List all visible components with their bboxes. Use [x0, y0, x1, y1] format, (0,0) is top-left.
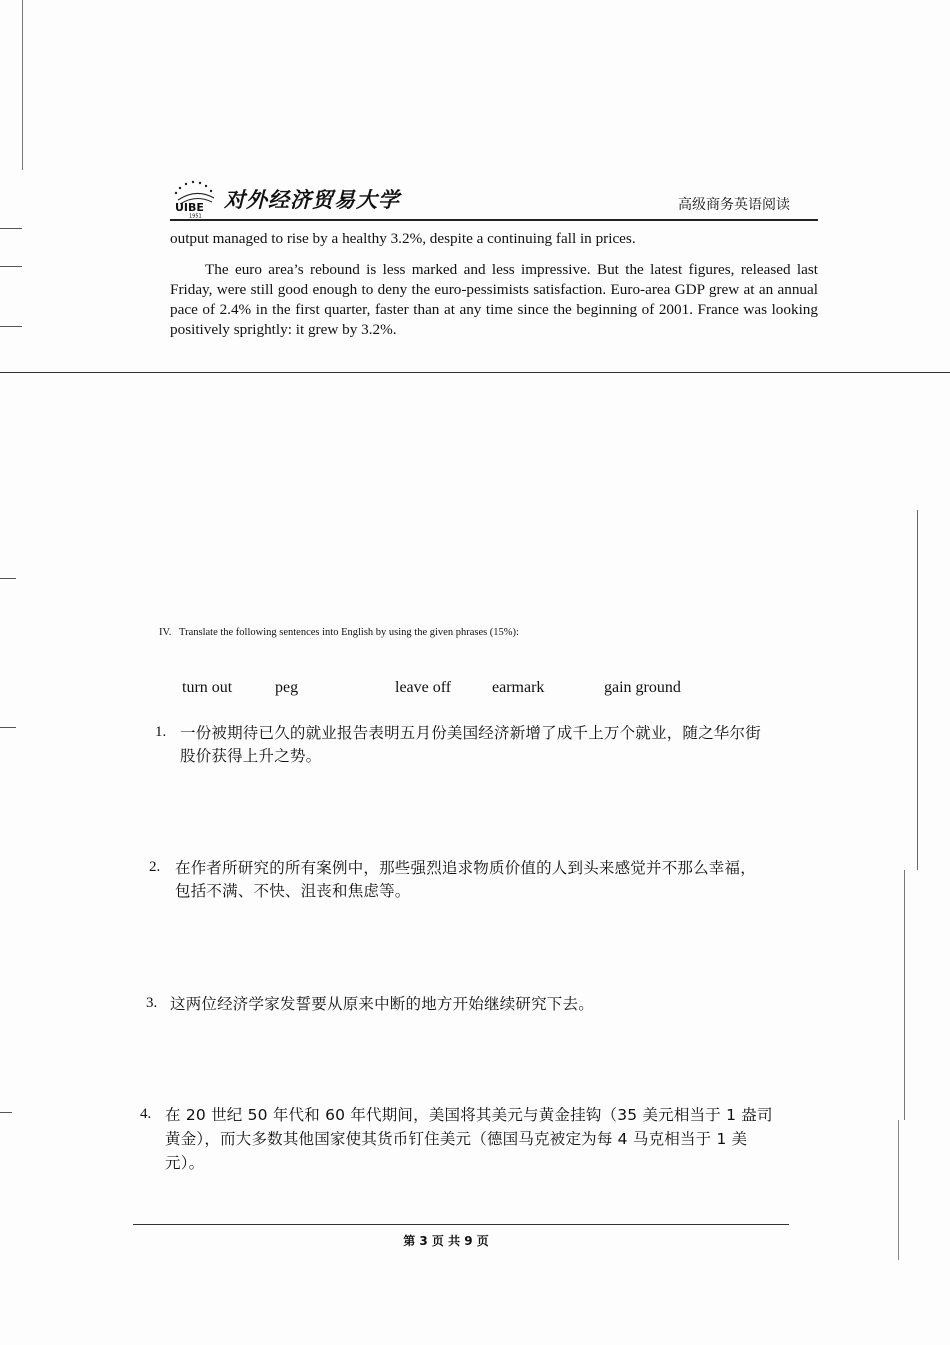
- scan-left-edge: [22, 0, 23, 170]
- scan-left-mark: [0, 228, 22, 229]
- given-phrase: peg: [275, 679, 299, 696]
- question-line: 在作者所研究的所有案例中，那些强烈追求物质价值的人到头来感觉并不那么幸福，: [175, 859, 756, 877]
- university-emblem-icon: [170, 178, 222, 218]
- section-iv-heading: IV. Translate the following sentences into English by using the given phrases (15%):: [159, 627, 519, 638]
- scan-left-mark: [0, 727, 16, 728]
- given-phrase: gain ground: [604, 679, 681, 696]
- passage-paragraph: output managed to rise by a healthy 3.2%, despite a continuing fall in prices.: [170, 230, 636, 247]
- question-line: 这两位经济学家发誓要从原来中断的地方开始继续研究下去。: [170, 995, 594, 1013]
- footer-divider: [133, 1224, 789, 1225]
- section-divider: [0, 372, 950, 373]
- scan-left-mark: [0, 326, 22, 327]
- question-number: 2.: [149, 859, 161, 875]
- page-number: 第 3 页 共 9 页: [403, 1234, 489, 1248]
- scan-right-edge: [917, 510, 918, 870]
- question-line: 黄金），而大多数其他国家使其货币钉住美元（德国马克被定为每 4 马克相当于 1 美: [165, 1130, 748, 1148]
- question-line: 包括不满、不快、沮丧和焦虑等。: [175, 882, 411, 900]
- university-name: 对外经济贸易大学: [224, 187, 400, 212]
- question-line: 元）。: [165, 1154, 205, 1172]
- header-divider: [170, 219, 818, 221]
- scan-left-mark: [0, 578, 16, 579]
- question-number: 1.: [155, 724, 167, 740]
- university-logo: [170, 178, 400, 218]
- emblem-year: 1951: [189, 213, 202, 218]
- scan-right-edge: [898, 1120, 899, 1260]
- question-line: 股价获得上升之势。: [180, 747, 322, 765]
- given-phrase: leave off: [395, 679, 452, 696]
- scan-left-mark: [0, 1112, 12, 1113]
- question-number: 4.: [140, 1106, 152, 1122]
- question-number: 3.: [146, 995, 158, 1011]
- given-phrase: turn out: [182, 679, 233, 696]
- course-title: 高级商务英语阅读: [678, 197, 790, 213]
- reading-passage: [170, 229, 818, 340]
- emblem-letters: UIBE: [175, 201, 204, 214]
- scan-left-mark: [0, 266, 22, 267]
- question-line: 在 20 世纪 50 年代和 60 年代期间，美国将其美元与黄金挂钩（35 美元相当于 1 盎司: [165, 1106, 773, 1124]
- question-line: 一份被期待已久的就业报告表明五月份美国经济新增了成千上万个就业，随之华尔街: [180, 724, 761, 742]
- scan-right-edge: [904, 870, 905, 1120]
- passage-paragraph: The euro area’s rebound is less marked and less impressive. But the latest figures, released last Friday, were still good enough to deny the euro-pessimists satisfaction. Euro-area GDP grew at an annual pace of 2.4% in the first quarter, faster than at any time since the beginning of 2001. France was looking positively sprightly: it grew by 3.2%.: [170, 261, 818, 338]
- given-phrase: earmark: [492, 679, 545, 696]
